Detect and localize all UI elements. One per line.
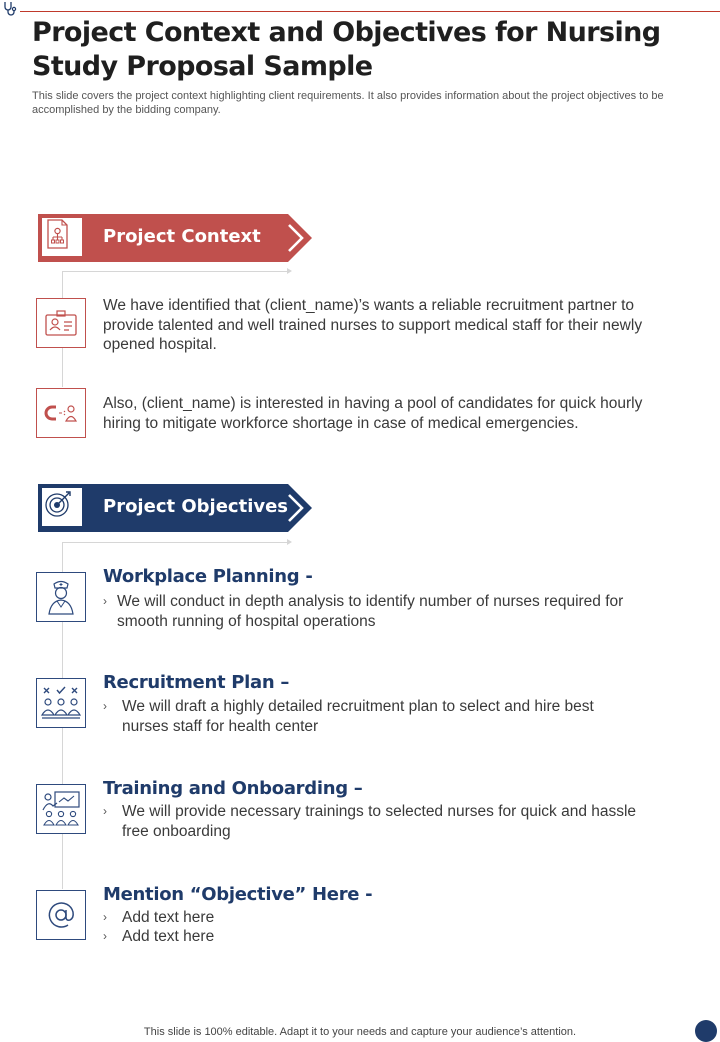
project-context-label: Project Context bbox=[103, 226, 261, 247]
objectives-connector-arrow bbox=[287, 539, 292, 545]
at-sign-icon bbox=[36, 890, 86, 940]
objective-1-bullet: › We will conduct in depth analysis to identify number of nurses required for smooth running of hospital operations bbox=[103, 593, 624, 630]
magnet-person-icon bbox=[36, 388, 86, 438]
context-paragraph-2: Also, (client_name) is interested in having a pool of candidates for quick hourly hiring to mitigate workforce shortage in case of medical emergencies. bbox=[103, 395, 643, 432]
footer-dot bbox=[695, 1020, 717, 1042]
objective-2-bullet: › We will draft a highly detailed recruitment plan to select and hire best nurses staff for health center bbox=[103, 698, 594, 735]
target-icon bbox=[42, 488, 82, 526]
objective-3-bullet: › We will provide necessary trainings to selected nurses for quick and hassle free onboarding bbox=[103, 803, 637, 840]
objective-heading-2: Recruitment Plan – bbox=[103, 672, 290, 693]
page-subtitle: This slide covers the project context highlighting client requirements. It also provides information about the project objectives to be accomplished by the bidding company. bbox=[32, 90, 664, 116]
candidate-selection-icon bbox=[36, 678, 86, 728]
project-objectives-banner bbox=[38, 484, 314, 532]
chevron-right-icon: › bbox=[103, 594, 107, 608]
document-network-icon bbox=[42, 218, 82, 256]
footer-note: This slide is 100% editable. Adapt it to your needs and capture your audience’s attention. bbox=[143, 1026, 577, 1038]
context-connector-horizontal bbox=[62, 271, 287, 272]
chevron-right-icon: › bbox=[103, 804, 107, 818]
chevron-right-icon: › bbox=[103, 929, 107, 943]
project-objectives-label: Project Objectives bbox=[103, 496, 289, 517]
stethoscope-icon bbox=[2, 0, 20, 16]
objectives-connector-horizontal bbox=[62, 542, 287, 543]
training-presentation-icon bbox=[36, 784, 86, 834]
top-rule bbox=[20, 11, 720, 12]
project-context-banner bbox=[38, 214, 314, 262]
objective-4-bullet-1: › Add text here bbox=[103, 909, 215, 926]
page-title: Project Context and Objectives for Nursing Study Proposal Sample bbox=[32, 17, 661, 82]
objective-4-bullet-2: › Add text here bbox=[103, 928, 215, 945]
chevron-right-icon: › bbox=[103, 699, 107, 713]
context-paragraph-1: We have identified that (client_name)’s wants a reliable recruitment partner to provide talented and well trained nurses to support medical staff for their newly opened hospital. bbox=[103, 297, 643, 353]
id-card-icon bbox=[36, 298, 86, 348]
objective-heading-3: Training and Onboarding – bbox=[103, 778, 363, 799]
objective-heading-4: Mention “Objective” Here - bbox=[103, 884, 373, 905]
objective-heading-1: Workplace Planning - bbox=[103, 566, 313, 587]
context-connector-arrow bbox=[287, 268, 292, 274]
nurse-icon bbox=[36, 572, 86, 622]
chevron-right-icon: › bbox=[103, 910, 107, 924]
